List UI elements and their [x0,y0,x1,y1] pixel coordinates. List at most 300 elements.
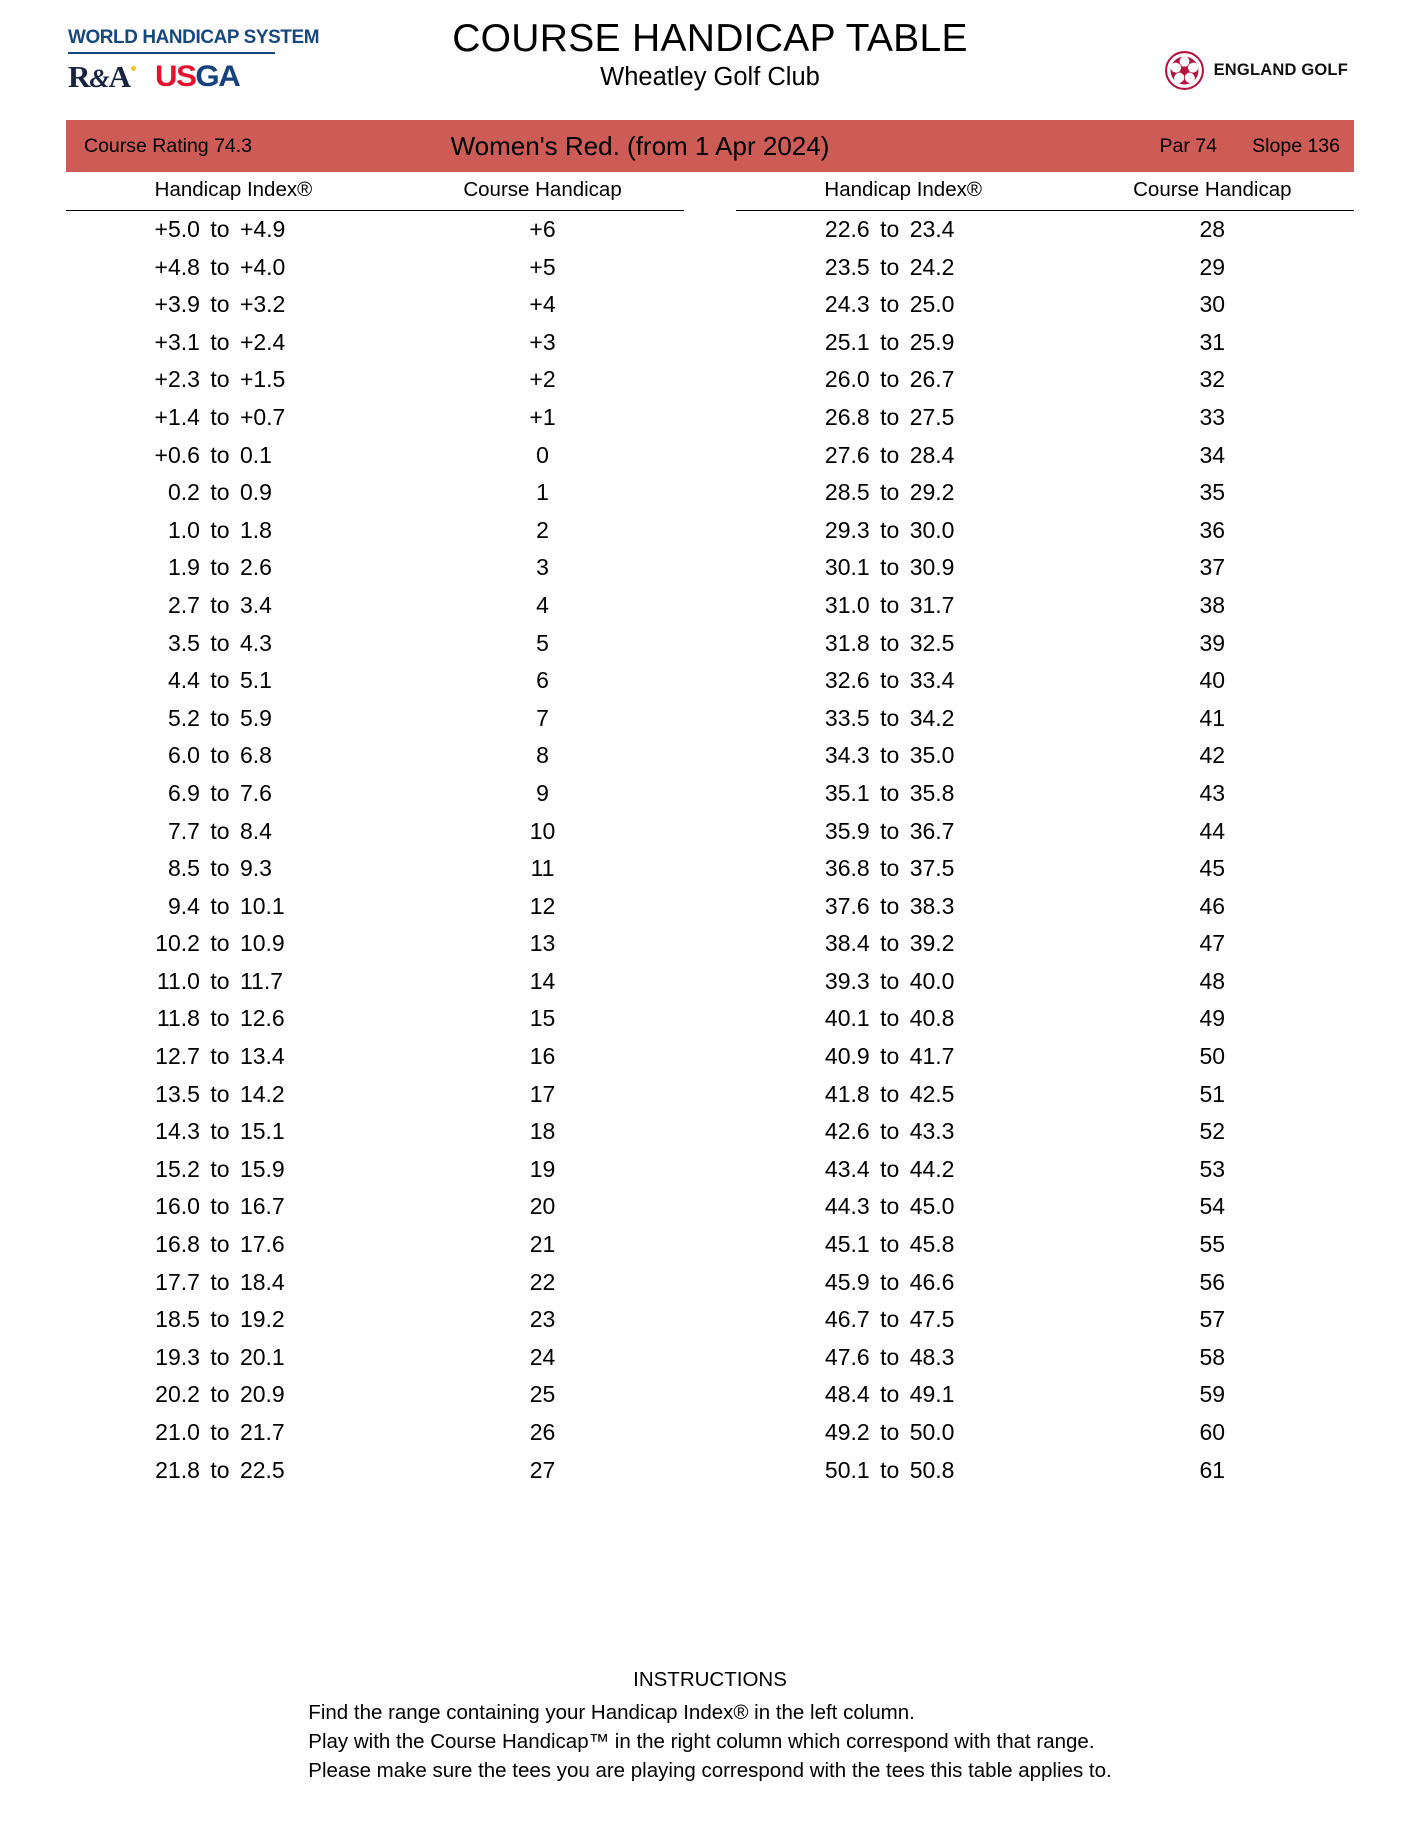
handicap-index-range-right [736,437,1071,475]
course-handicap-value-left [401,1264,684,1302]
course-handicap-value-left [401,775,684,813]
course-handicap-number: 19 [529,1155,556,1182]
table-row [66,1452,1354,1490]
course-handicap-value-right [1071,1076,1354,1114]
whs-logo-title: WORLD HANDICAP SYSTEM [68,26,320,48]
handicap-index-range-left [66,437,401,475]
course-handicap-number: 32 [1199,366,1226,393]
handicap-index-range-right [736,888,1071,926]
range-high: 0.9 [239,479,272,506]
range-separator: to [880,366,900,393]
row-spacer [684,512,736,550]
range-high: 6.8 [239,742,272,769]
handicap-table-container [66,178,1354,1489]
course-handicap-value-left [401,1113,684,1151]
course-handicap-number: 10 [529,817,556,844]
handicap-index-range-right [736,361,1071,399]
range-low: 45.9 [824,1268,870,1295]
range-low: 34.3 [824,742,870,769]
handicap-index-range-left [66,587,401,625]
range-low: 21.8 [155,1456,200,1483]
range-separator: to [210,441,230,468]
range-high: 5.9 [239,704,272,731]
table-row [66,1414,1354,1452]
range-separator: to [880,328,900,355]
row-spacer [684,625,736,663]
handicap-index-range-left [66,662,401,700]
course-handicap-number: 55 [1199,1231,1226,1258]
range-separator: to [210,892,230,919]
table-row [66,1264,1354,1302]
range-high: 5.1 [239,667,272,694]
range-separator: to [210,742,230,769]
range-low: 20.2 [155,1381,200,1408]
range-low: 21.0 [155,1419,200,1445]
range-high: 50.0 [909,1419,955,1445]
course-handicap-number: +2 [529,366,556,393]
range-low: 31.0 [824,591,870,618]
row-spacer [684,1452,736,1490]
course-handicap-table [66,178,1354,1489]
course-handicap-number: 54 [1199,1193,1226,1220]
course-handicap-value-left [401,474,684,512]
course-handicap-number: 52 [1199,1118,1226,1145]
handicap-index-range-left [66,813,401,851]
table-row [66,512,1354,550]
table-row [66,1226,1354,1264]
handicap-index-range-left [66,211,401,249]
course-handicap-value-left [401,925,684,963]
range-separator: to [880,1080,900,1107]
course-handicap-value-left [401,1188,684,1226]
range-low: 40.9 [824,1043,870,1070]
range-separator: to [210,855,230,882]
range-low: 23.5 [824,253,870,280]
range-low: 36.8 [824,855,870,882]
range-low: 6.9 [167,779,200,806]
course-handicap-number: +5 [529,253,556,280]
course-handicap-number: 39 [1199,629,1226,656]
handicap-index-range-right [736,1113,1071,1151]
range-separator: to [210,779,230,806]
range-high: 43.3 [909,1118,955,1145]
course-handicap-number: 9 [536,779,549,806]
randa-dot-icon [131,66,136,71]
range-low: 49.2 [824,1419,870,1445]
range-low: 9.4 [167,892,200,919]
range-separator: to [210,403,230,430]
table-row [66,1376,1354,1414]
range-low: 1.9 [167,554,200,581]
range-low: 31.8 [824,629,870,656]
range-high: +4.0 [239,253,286,280]
course-handicap-number: 56 [1199,1268,1226,1295]
range-low: 27.6 [824,441,870,468]
course-handicap-number: 51 [1199,1080,1226,1107]
course-handicap-value-left [401,211,684,249]
handicap-index-range-left [66,1264,401,1302]
row-spacer [684,399,736,437]
row-spacer [684,1414,736,1452]
range-high: 35.8 [909,779,955,806]
course-handicap-value-left [401,324,684,362]
course-handicap-number: 28 [1199,216,1226,242]
course-handicap-value-right [1071,662,1354,700]
range-high: 47.5 [909,1306,955,1333]
course-handicap-value-right [1071,737,1354,775]
range-separator: to [210,1306,230,1333]
range-low: 7.7 [167,817,200,844]
range-low: 10.2 [155,930,200,957]
range-separator: to [210,629,230,656]
instruction-line: Play with the Course Handicap™ in the right column which correspond with that range. [308,1730,1095,1754]
course-handicap-value-right [1071,1414,1354,1452]
row-spacer [684,850,736,888]
usga-logo-ga: GA [195,60,240,93]
table-row [66,474,1354,512]
course-handicap-number: 49 [1199,1005,1226,1032]
handicap-index-range-left [66,625,401,663]
range-low: 33.5 [824,704,870,731]
handicap-index-range-right [736,512,1071,550]
range-separator: to [210,253,230,280]
handicap-index-range-right [736,1376,1071,1414]
range-separator: to [880,704,900,731]
whs-logo-divider [68,52,275,54]
course-handicap-number: 20 [529,1193,556,1220]
range-high: 20.9 [239,1381,285,1408]
table-row [66,1151,1354,1189]
handicap-index-range-right [736,700,1071,738]
range-high: 24.2 [909,253,955,280]
handicap-index-range-left [66,1339,401,1377]
range-high: 17.6 [239,1231,285,1258]
handicap-index-range-right [736,1226,1071,1264]
course-handicap-value-left [401,1376,684,1414]
course-handicap-number: 41 [1199,704,1226,731]
course-handicap-value-left [401,625,684,663]
handicap-index-range-left [66,963,401,1001]
row-spacer [684,963,736,1001]
course-handicap-value-right [1071,1264,1354,1302]
course-handicap-value-right [1071,361,1354,399]
handicap-index-range-left [66,1113,401,1151]
course-handicap-value-right [1071,587,1354,625]
range-low: 11.8 [156,1005,200,1032]
course-handicap-number: 47 [1199,930,1226,957]
course-handicap-number: 25 [529,1381,556,1408]
range-low: 37.6 [824,892,870,919]
course-handicap-number: 3 [536,554,549,581]
row-spacer [684,700,736,738]
row-spacer [684,1301,736,1339]
table-row [66,1076,1354,1114]
range-high: 33.4 [909,667,955,694]
course-handicap-number: 2 [536,516,549,543]
range-low: +2.3 [154,366,200,393]
range-low: 35.1 [824,779,870,806]
table-row [66,1000,1354,1038]
table-row [66,700,1354,738]
range-separator: to [880,253,900,280]
course-handicap-value-left [401,1301,684,1339]
table-row [66,925,1354,963]
tee-banner [66,120,1354,172]
table-row [66,625,1354,663]
course-handicap-value-left [401,286,684,324]
row-spacer [684,925,736,963]
range-low: 0.2 [167,479,200,506]
range-separator: to [880,1118,900,1145]
handicap-index-range-right [736,399,1071,437]
instruction-line: Find the range containing your Handicap Index® in the left column. [308,1701,915,1724]
course-handicap-value-right [1071,1000,1354,1038]
range-high: 0.1 [239,441,272,468]
slope-value: Slope 136 [1252,134,1340,157]
range-low: 30.1 [824,554,870,581]
row-spacer [684,437,736,475]
course-handicap-value-right [1071,1339,1354,1377]
range-high: 14.2 [239,1080,285,1107]
range-low: 19.3 [155,1343,200,1370]
handicap-index-range-left [66,1301,401,1339]
row-spacer [684,1076,736,1114]
range-low: 26.8 [824,403,870,430]
handicap-index-range-right [736,1301,1071,1339]
range-separator: to [880,516,900,543]
range-separator: to [880,1268,900,1295]
range-low: 4.4 [167,667,200,694]
range-high: 30.9 [909,554,955,581]
range-high: +1.5 [239,366,286,393]
range-high: 15.9 [239,1155,285,1182]
range-high: 42.5 [909,1080,955,1107]
range-separator: to [210,704,230,731]
handicap-index-range-right [736,1000,1071,1038]
range-separator: to [210,1005,230,1032]
handicap-index-range-left [66,925,401,963]
row-spacer [684,737,736,775]
course-handicap-value-left [401,249,684,287]
course-handicap-number: 43 [1199,779,1226,806]
range-separator: to [210,479,230,506]
handicap-index-range-left [66,1151,401,1189]
handicap-index-range-left [66,775,401,813]
range-high: 22.5 [239,1456,285,1483]
range-low: 45.1 [824,1231,870,1258]
range-separator: to [880,1419,900,1445]
course-handicap-number: 38 [1199,591,1226,618]
course-handicap-number: 16 [529,1043,556,1070]
range-separator: to [880,1043,900,1070]
column-header-handicap-index-left: Handicap Index® [66,178,401,211]
range-low: +3.1 [154,328,200,355]
course-handicap-value-right [1071,474,1354,512]
range-low: 25.1 [824,328,870,355]
course-handicap-number: 40 [1199,667,1226,694]
range-high: 40.0 [909,967,955,994]
course-handicap-number: 23 [529,1306,556,1333]
course-handicap-value-left [401,1339,684,1377]
table-row [66,361,1354,399]
range-separator: to [880,1306,900,1333]
table-row [66,549,1354,587]
course-handicap-number: 44 [1199,817,1226,844]
course-handicap-number: 31 [1199,328,1226,355]
range-low: +0.6 [154,441,200,468]
instructions-block [0,1668,1420,1785]
range-high: 19.2 [239,1306,285,1333]
randa-logo: R&A [68,61,135,92]
range-high: 35.0 [909,742,955,769]
handicap-index-range-left [66,249,401,287]
row-spacer [684,324,736,362]
course-handicap-value-left [401,1414,684,1452]
range-separator: to [880,1193,900,1220]
table-row [66,437,1354,475]
handicap-index-range-right [736,662,1071,700]
course-handicap-number: 18 [529,1118,556,1145]
range-high: 38.3 [909,892,955,919]
course-handicap-number: 30 [1199,291,1226,318]
handicap-index-range-left [66,324,401,362]
range-separator: to [880,403,900,430]
range-high: +3.2 [239,291,286,318]
range-separator: to [210,1155,230,1182]
instructions-list [308,1698,1111,1785]
course-handicap-value-right [1071,286,1354,324]
course-handicap-number: 22 [529,1268,556,1295]
range-separator: to [210,667,230,694]
range-high: +4.9 [239,216,286,242]
range-low: 44.3 [824,1193,870,1220]
range-separator: to [880,1231,900,1258]
course-handicap-value-right [1071,249,1354,287]
range-high: 34.2 [909,704,955,731]
range-high: 45.0 [909,1193,955,1220]
course-handicap-number: 21 [529,1231,556,1258]
handicap-index-range-right [736,850,1071,888]
handicap-index-range-left [66,512,401,550]
range-low: 6.0 [167,742,200,769]
table-row [66,850,1354,888]
handicap-index-range-right [736,1264,1071,1302]
course-handicap-number: 61 [1199,1456,1226,1483]
course-handicap-number: 35 [1199,479,1226,506]
handicap-index-range-right [736,625,1071,663]
course-handicap-value-right [1071,1038,1354,1076]
handicap-index-range-right [736,925,1071,963]
course-handicap-value-right [1071,925,1354,963]
range-separator: to [210,216,230,242]
range-low: 28.5 [824,479,870,506]
handicap-index-range-right [736,1452,1071,1490]
row-spacer [684,361,736,399]
range-high: 10.1 [239,892,285,919]
course-handicap-value-right [1071,1452,1354,1490]
range-low: 3.5 [167,629,200,656]
row-spacer [684,1000,736,1038]
table-row [66,286,1354,324]
range-low: +1.4 [154,403,200,430]
range-separator: to [880,216,900,242]
range-low: 35.9 [824,817,870,844]
range-high: 12.6 [239,1005,285,1032]
course-handicap-number: 5 [536,629,549,656]
range-high: 30.0 [909,516,955,543]
range-high: 15.1 [239,1118,285,1145]
course-handicap-number: 42 [1199,742,1226,769]
range-low: 14.3 [155,1118,200,1145]
handicap-index-range-left [66,1452,401,1490]
column-header-course-handicap-left: Course Handicap [401,178,684,211]
course-handicap-value-left [401,1076,684,1114]
course-handicap-value-right [1071,963,1354,1001]
table-row [66,324,1354,362]
world-handicap-system-logo [68,26,320,94]
handicap-index-range-right [736,1339,1071,1377]
course-handicap-value-right [1071,775,1354,813]
range-low: 42.6 [824,1118,870,1145]
range-separator: to [880,1155,900,1182]
range-separator: to [210,554,230,581]
course-handicap-number: 34 [1199,441,1226,468]
handicap-index-range-left [66,361,401,399]
range-high: 25.9 [909,328,955,355]
range-high: 1.8 [239,516,272,543]
course-handicap-number: +1 [529,403,556,430]
range-low: 40.1 [824,1005,870,1032]
range-separator: to [880,892,900,919]
range-low: 11.0 [156,967,200,994]
range-separator: to [880,817,900,844]
column-header-handicap-index-right: Handicap Index® [736,178,1071,211]
range-high: 29.2 [909,479,955,506]
course-handicap-value-right [1071,625,1354,663]
course-handicap-number: 26 [529,1419,556,1445]
course-handicap-value-right [1071,437,1354,475]
england-golf-rose-icon [1164,50,1205,91]
page-header [0,0,1420,112]
handicap-index-range-right [736,1038,1071,1076]
range-separator: to [210,1118,230,1145]
range-low: 2.7 [167,591,200,618]
range-low: 41.8 [824,1080,870,1107]
range-separator: to [880,930,900,957]
handicap-index-range-left [66,286,401,324]
range-high: 48.3 [909,1343,955,1370]
handicap-index-range-right [736,549,1071,587]
range-low: 43.4 [824,1155,870,1182]
range-separator: to [880,629,900,656]
course-handicap-value-right [1071,700,1354,738]
handicap-index-range-right [736,249,1071,287]
course-handicap-value-right [1071,1376,1354,1414]
range-high: 13.4 [239,1043,285,1070]
range-high: 7.6 [239,779,272,806]
course-handicap-value-right [1071,888,1354,926]
row-spacer [684,211,736,249]
table-row [66,662,1354,700]
par-value: Par 74 [1159,134,1217,157]
table-row [66,1113,1354,1151]
course-handicap-number: 60 [1199,1419,1226,1445]
handicap-index-range-left [66,474,401,512]
range-high: 50.8 [909,1456,955,1483]
course-handicap-number: 12 [529,892,556,919]
course-handicap-value-left [401,1038,684,1076]
table-row [66,587,1354,625]
